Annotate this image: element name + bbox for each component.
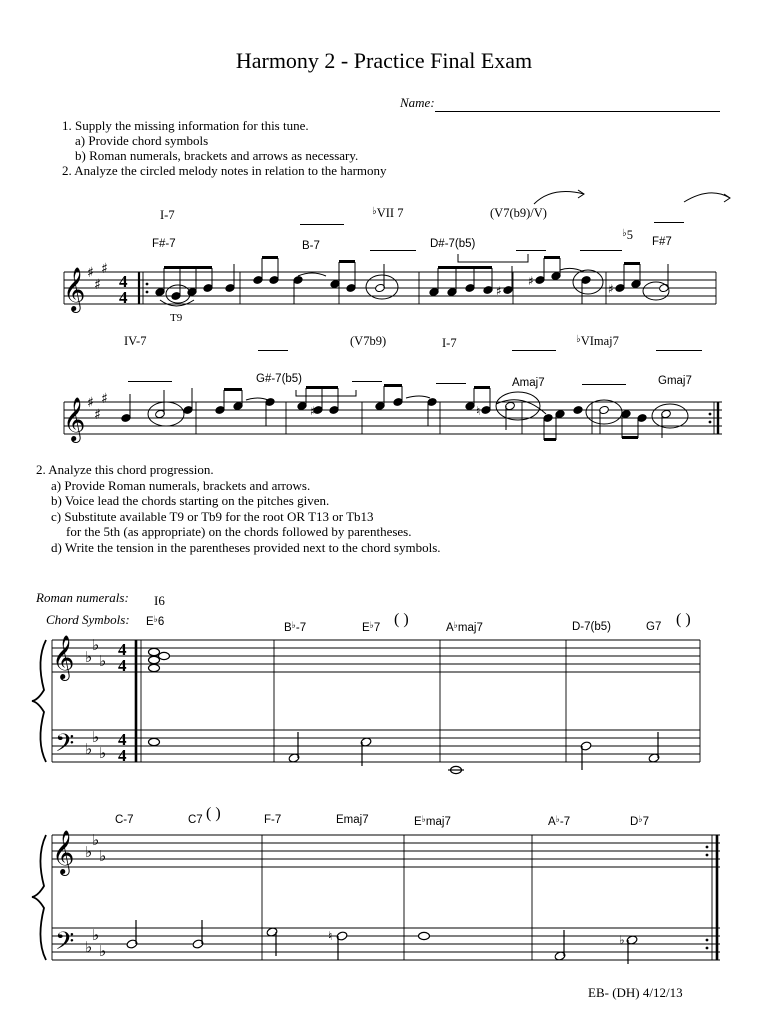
instruction-p2: 2. Analyze this chord progression.: [36, 462, 214, 477]
instruction-1: 1. Supply the missing information for this tune.: [62, 118, 309, 133]
tension-parens-eflat7[interactable]: ( ): [394, 611, 409, 628]
chord-aflat-m7: A♭-7: [548, 814, 571, 828]
svg-text:♭: ♭: [85, 740, 93, 758]
svg-text:♯: ♯: [101, 261, 108, 277]
bass-clef-icon: 𝄢: [55, 729, 75, 764]
tension-parens-g7[interactable]: ( ): [676, 611, 691, 628]
svg-text:♭: ♭: [99, 847, 107, 865]
roman-iv7: IV-7: [124, 334, 147, 348]
instruction-p2d: d) Write the tension in the parentheses provided next to the chord symbols.: [51, 539, 441, 555]
bass-clef-icon: 𝄢: [55, 927, 75, 962]
svg-text:4: 4: [118, 656, 127, 675]
page-title: Harmony 2 - Practice Final Exam: [235, 48, 533, 73]
svg-text:♯: ♯: [101, 391, 108, 407]
treble-clef-icon: 𝄞: [52, 635, 75, 679]
chord-dsharp-m7b5: D#-7(b5): [430, 238, 476, 250]
repeat-dot: [706, 939, 709, 942]
svg-text:♯: ♯: [94, 407, 101, 423]
instruction-p2b: b) Voice lead the chords starting on the pitches given.: [51, 493, 330, 508]
roman-i7: I-7: [160, 208, 175, 222]
chord-b-m7: B-7: [302, 240, 320, 252]
svg-text:♭: ♭: [85, 938, 93, 956]
chord-eflat6: E♭6: [146, 614, 165, 628]
roman-v7b9: (V7b9): [350, 334, 387, 348]
chord-eflat7: E♭7: [362, 620, 381, 634]
name-label: Name:: [400, 95, 435, 110]
svg-text:♭: ♭: [92, 831, 100, 849]
treble-clef-icon: 𝄞: [52, 830, 75, 874]
svg-text:♭: ♭: [85, 648, 93, 666]
tension-parens-c7[interactable]: ( ): [206, 805, 221, 822]
chord-f-m7: F-7: [264, 814, 282, 826]
chord-c-m7: C-7: [115, 814, 134, 826]
tension-t9: T9: [170, 312, 183, 324]
roman-flat-vimaj7: ♭VImaj7: [576, 334, 619, 348]
svg-text:4: 4: [118, 746, 127, 765]
circled-notes-staff-1: [166, 270, 669, 303]
time-sig-4-4: [119, 272, 128, 307]
time-sig-4-4: [118, 640, 127, 765]
repeat-dot: [709, 421, 712, 424]
slurs-and-arrows: [160, 190, 730, 306]
repeat-dot: [709, 413, 712, 416]
svg-text:♯: ♯: [310, 404, 316, 418]
chord-c7: C7: [188, 814, 203, 826]
melody-notes-staff-2: [121, 384, 672, 441]
svg-text:4: 4: [118, 640, 127, 659]
instruction-p2c: c) Substitute available T9 or Tb9 for the root OR T13 or Tb13: [51, 508, 374, 524]
repeat-dot: [706, 846, 709, 849]
repeat-dot: [706, 947, 709, 950]
svg-text:♯: ♯: [528, 274, 534, 288]
svg-text:♭: ♭: [85, 843, 93, 861]
repeat-dot: [146, 291, 149, 294]
svg-text:♭: ♭: [92, 728, 100, 746]
roman-i7-second: I-7: [442, 336, 457, 350]
instruction-1a: a) Provide chord symbols: [75, 133, 209, 148]
svg-text:♯: ♯: [87, 265, 94, 281]
repeat-dot: [146, 283, 149, 286]
instruction-p2c-cont: for the 5th (as appropriate) on the chords followed by parentheses.: [66, 524, 412, 539]
svg-text:♮: ♮: [476, 404, 481, 418]
brace: [32, 640, 46, 762]
chord-emaj7: Emaj7: [336, 814, 369, 826]
svg-text:♭: ♭: [99, 652, 107, 670]
key-sig-e-flat: [85, 831, 106, 960]
roman-flat-5: ♭5: [622, 228, 633, 242]
key-sig-e-flat: [85, 636, 106, 762]
chord-symbols-label: Chord Symbols:: [46, 612, 130, 627]
svg-text:♯: ♯: [87, 395, 94, 411]
roman-v7b9-of-v: (V7(b9)/V): [490, 206, 547, 220]
roman-flat-vii7: ♭VII 7: [372, 206, 404, 220]
chord-eflatmaj7: E♭maj7: [414, 814, 451, 828]
chord-aflatmaj7: A♭maj7: [446, 620, 483, 634]
chord-bflat-m7: B♭-7: [284, 620, 307, 634]
instruction-1b: b) Roman numerals, brackets and arrows as necessary.: [75, 148, 359, 163]
instruction-2: 2. Analyze the circled melody notes in relation to the harmony: [62, 163, 387, 178]
svg-text:♭: ♭: [99, 744, 107, 762]
given-pitches-1: [149, 648, 660, 773]
chord-amaj7: Amaj7: [512, 377, 545, 389]
chord-g7: G7: [646, 621, 662, 633]
footer-credit: EB- (DH) 4/12/13: [588, 985, 683, 1000]
svg-text:4: 4: [119, 272, 128, 291]
treble-clef-icon: 𝄞: [63, 397, 86, 441]
svg-text:♯: ♯: [94, 277, 101, 293]
svg-text:♭: ♭: [619, 933, 625, 947]
svg-text:♮: ♮: [328, 929, 333, 943]
svg-text:♭: ♭: [92, 636, 100, 654]
chord-dflat7: D♭7: [630, 814, 649, 828]
chord-gsharp-m7b5: G#-7(b5): [256, 373, 303, 385]
chord-fsharp-m7: F#-7: [152, 238, 176, 250]
svg-text:♯: ♯: [608, 282, 614, 296]
roman-given-i6: I6: [154, 593, 165, 608]
brace: [32, 835, 46, 960]
melody-staff-2: [64, 402, 722, 434]
chord-d-m7b5: D-7(b5): [572, 621, 611, 633]
svg-text:♯: ♯: [496, 284, 502, 298]
roman-numerals-label: Roman numerals:: [36, 590, 129, 605]
treble-clef-icon: 𝄞: [63, 267, 86, 311]
svg-text:4: 4: [119, 288, 128, 307]
given-pitches-2: [126, 920, 638, 964]
instruction-p2a: a) Provide Roman numerals, brackets and arrows.: [51, 477, 311, 493]
chord-fsharp7: F#7: [652, 236, 672, 248]
repeat-dot: [706, 854, 709, 857]
chord-gmaj7: Gmaj7: [658, 375, 692, 387]
svg-text:♭: ♭: [92, 926, 100, 944]
svg-text:♭: ♭: [99, 942, 107, 960]
svg-text:4: 4: [118, 730, 127, 749]
